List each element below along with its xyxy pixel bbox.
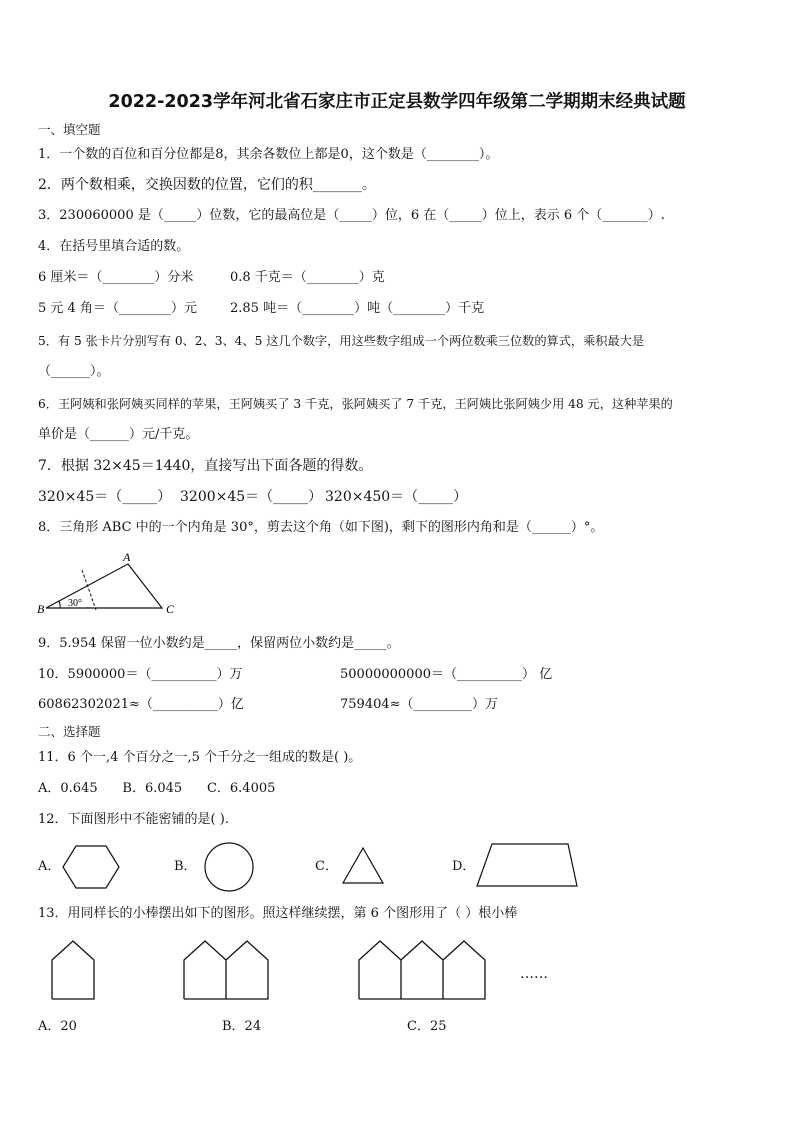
angle-label: 30° [68, 598, 82, 609]
question-11-options: A．0.645 B．6.045 C．6.4005 [38, 781, 276, 796]
vertex-b-label: B [37, 602, 45, 616]
question-9: 9．5.954 保留一位小数约是_____，保留两位小数约是_____。 [38, 636, 400, 651]
question-13-option-c: C．25 [407, 1019, 447, 1034]
house-figure-3 [355, 938, 491, 1002]
question-7: 7．根据 32×45＝1440，直接写出下面各题的得数。 [38, 458, 373, 474]
question-5-answer: （______）。 [38, 364, 110, 379]
section-heading-choice: 二、选择题 [38, 724, 101, 739]
option-b-label: B． [174, 859, 197, 874]
circle-shape [202, 840, 256, 894]
question-13-option-a: A．20 [38, 1019, 77, 1034]
vertex-a-label: A [123, 550, 131, 564]
vertex-c-label: C [166, 602, 175, 616]
question-4: 4．在括号里填合适的数。 [38, 239, 190, 254]
question-10-item-1: 10．5900000＝（__________）万 [38, 667, 243, 682]
triangle-shape [340, 845, 386, 887]
question-3: 3．230060000 是（_____）位数，它的最高位是（_____）位，6 在（_____）位上，表示 6 个（_______）. [38, 208, 665, 223]
question-12: 12．下面图形中不能密铺的是( ). [38, 812, 229, 827]
section-heading-fill-in: 一、填空题 [38, 122, 101, 137]
question-10-item-4: 759404≈（_________）万 [340, 697, 499, 712]
question-4-item-3: 5 元 4 角＝（________）元 [38, 301, 197, 316]
page-title: 2022-2023学年河北省石家庄市正定县数学四年级第二学期期末经典试题 [108, 92, 686, 112]
question-4-item-2: 0.8 千克＝（________）克 [230, 270, 385, 285]
continuation-dots: …… [520, 966, 548, 982]
question-6: 6．王阿姨和张阿姨买同样的苹果，王阿姨买了 3 千克，张阿姨买了 7 千克，王阿姨比张阿姨少用 48 元，这种苹果的 [38, 397, 673, 411]
option-a-label: A． [38, 859, 61, 874]
question-1: 1．一个数的百位和百分位都是8，其余各数位上都是0，这个数是（________）。 [38, 147, 499, 162]
question-4-item-1: 6 厘米＝（________）分米 [38, 270, 194, 285]
question-7-item-2: 3200×45＝（_____） [180, 489, 323, 505]
question-6-answer: 单价是（______）元/千克。 [38, 427, 199, 442]
question-5: 5．有 5 张卡片分别写有 0、2、3、4、5 这几个数字，用这些数字组成一个两位数乘三位数的算式，乘积最大是 [38, 334, 645, 348]
trapezoid-shape [474, 840, 580, 890]
question-2: 2．两个数相乘，交换因数的位置，它们的积_______。 [38, 177, 376, 193]
question-10-item-2: 50000000000＝（__________） 亿 [340, 667, 553, 682]
question-13-option-b: B．24 [222, 1019, 262, 1034]
question-8: 8．三角形 ABC 中的一个内角是 30°，剪去这个角（如下图)，剩下的图形内角和是（______）°。 [38, 520, 604, 535]
option-d-label: D． [452, 859, 476, 874]
hexagon-shape [60, 843, 122, 891]
question-7-item-3: 320×450＝（_____） [325, 489, 468, 505]
option-c-label: C． [315, 859, 338, 874]
house-figure-2 [180, 938, 274, 1002]
question-13: 13．用同样长的小棒摆出如下的图形。照这样继续摆，第 6 个图形用了（ ）根小棒 [38, 906, 518, 921]
question-11: 11．6 个一,4 个百分之一,5 个千分之一组成的数是( )。 [38, 750, 362, 765]
question-4-item-4: 2.85 吨＝（________）吨（________）千克 [230, 301, 485, 316]
triangle-abc-figure [30, 548, 190, 618]
question-10-item-3: 60862302021≈（__________）亿 [38, 697, 244, 712]
question-7-item-1: 320×45＝（_____） [38, 489, 172, 505]
house-figure-1 [48, 938, 98, 1002]
